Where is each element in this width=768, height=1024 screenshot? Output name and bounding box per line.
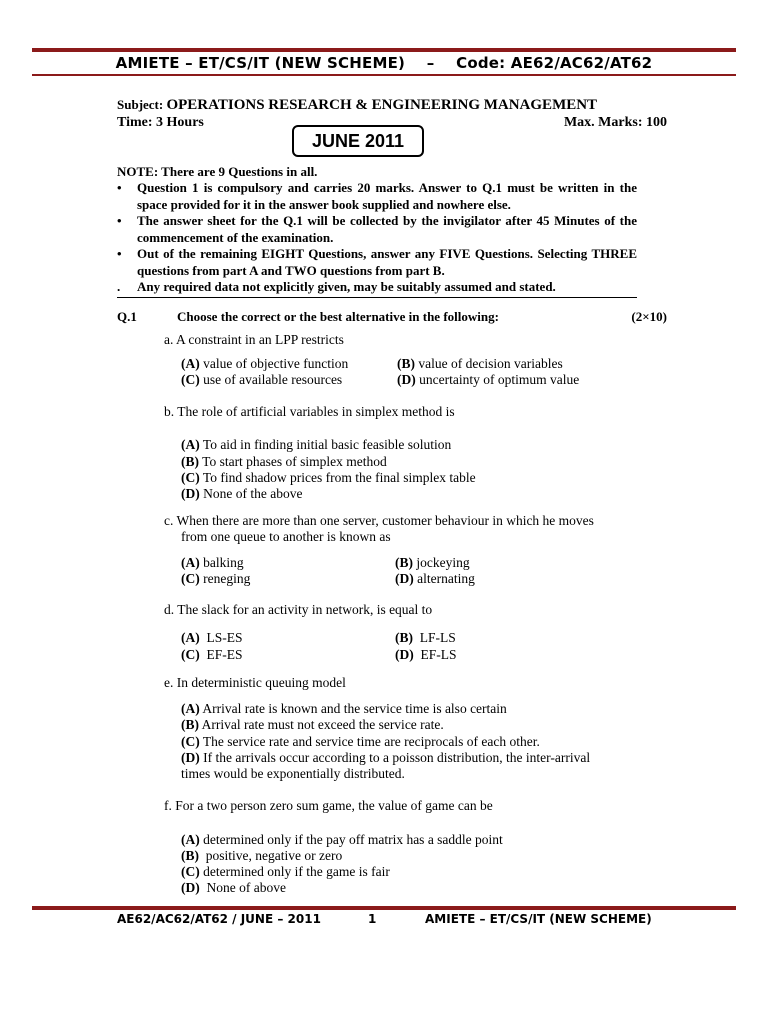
option-b-B: (B) To start phases of simplex method	[181, 454, 387, 469]
bullet-symbol: •	[117, 180, 122, 195]
question-number: Q.1	[117, 309, 137, 324]
instruction-text: The answer sheet for the Q.1 will be collected by the invigilator after 45 Minutes of the commencement of the examination.	[137, 213, 637, 245]
exam-header-title: AMIETE – ET/CS/IT (NEW SCHEME) – Code: AE62/AC62/AT62	[115, 54, 653, 72]
subject-value: OPERATIONS RESEARCH & ENGINEERING MANAGEMENT	[166, 97, 598, 113]
option-f-A: (A) determined only if the pay off matrix has a saddle point	[181, 832, 503, 847]
bullet-symbol: •	[117, 246, 122, 261]
option-e-D: (D) If the arrivals occur according to a poisson distribution, the inter-arrival	[181, 750, 591, 765]
option-a-B: (B) value of decision variables	[397, 356, 563, 371]
footer-code: AE62/AC62/AT62 / JUNE – 2011	[117, 912, 321, 926]
option-c-D: (D) alternating	[395, 571, 475, 586]
option-b-A: (A) To aid in finding initial basic feasible solution	[181, 437, 452, 452]
option-a-A: (A) value of objective function	[181, 356, 349, 371]
header-rule-bottom	[32, 74, 736, 76]
question-c-text: c. When there are more than one server, customer behaviour in which he moves	[164, 513, 594, 528]
question-a-text: a. A constraint in an LPP restricts	[164, 332, 344, 347]
note-title: NOTE: There are 9 Questions in all.	[117, 164, 318, 179]
option-a-D: (D) uncertainty of optimum value	[397, 372, 580, 387]
option-e-C: (C) The service rate and service time are reciprocals of each other.	[181, 734, 540, 749]
exam-time: Time: 3 Hours	[117, 115, 204, 130]
bullet-symbol: •	[117, 213, 122, 228]
instruction-text: Any required data not explicitly given, may be suitably assumed and stated.	[137, 279, 556, 294]
option-d-D: (D) EF-LS	[395, 647, 457, 662]
option-e-B: (B) Arrival rate must not exceed the service rate.	[181, 717, 444, 732]
option-e-A: (A) Arrival rate is known and the service time is also certain	[181, 701, 507, 716]
subject-line	[117, 97, 597, 114]
question-e-text: e. In deterministic queuing model	[164, 675, 346, 690]
footer-scheme: AMIETE – ET/CS/IT (NEW SCHEME)	[425, 912, 652, 926]
option-f-C: (C) determined only if the game is fair	[181, 864, 390, 879]
option-c-C: (C) reneging	[181, 571, 251, 586]
instructions-list	[117, 180, 637, 296]
exam-date-box: JUNE 2011	[292, 125, 424, 157]
option-a-C: (C) use of available resources	[181, 372, 343, 387]
max-marks: Max. Marks: 100	[563, 115, 667, 130]
footer-page-number: 1	[368, 912, 377, 926]
question-b-text: b. The role of artificial variables in simplex method is	[164, 404, 455, 419]
option-f-D: (D) None of above	[181, 880, 286, 895]
footer-rule	[32, 906, 736, 910]
option-b-C: (C) To find shadow prices from the final simplex table	[181, 470, 476, 485]
question-marks: (2×10)	[631, 309, 667, 324]
subject-label: Subject:	[117, 97, 167, 112]
instruction-text: Question 1 is compulsory and carries 20 marks. Answer to Q.1 must be written in the space provided for it in the answer book supplied and nowhere else.	[137, 180, 637, 212]
question-c-text-cont: from one queue to another is known as	[181, 529, 391, 544]
option-d-B: (B) LF-LS	[395, 630, 456, 645]
option-b-D: (D) None of the above	[181, 486, 303, 501]
option-d-A: (A) LS-ES	[181, 630, 243, 645]
option-e-D-cont: times would be exponentially distributed.	[181, 766, 405, 781]
option-f-B: (B) positive, negative or zero	[181, 848, 343, 863]
option-d-C: (C) EF-ES	[181, 647, 243, 662]
question-instruction: Choose the correct or the best alternative in the following:	[177, 309, 499, 324]
notes-divider	[117, 297, 637, 298]
header-rule-top	[32, 48, 736, 52]
question-d-text: d. The slack for an activity in network, is equal to	[164, 602, 433, 617]
instruction-item	[117, 213, 637, 246]
option-c-A: (A) balking	[181, 555, 244, 570]
instruction-text: Out of the remaining EIGHT Questions, answer any FIVE Questions. Selecting THREE questions from part A and TWO questions from part B.	[137, 246, 637, 278]
instruction-item	[117, 279, 637, 296]
instruction-item	[117, 246, 637, 279]
instruction-item	[117, 180, 637, 213]
question-f-text: f. For a two person zero sum game, the value of game can be	[164, 798, 493, 813]
bullet-symbol: .	[117, 279, 121, 294]
option-c-B: (B) jockeying	[395, 555, 470, 570]
